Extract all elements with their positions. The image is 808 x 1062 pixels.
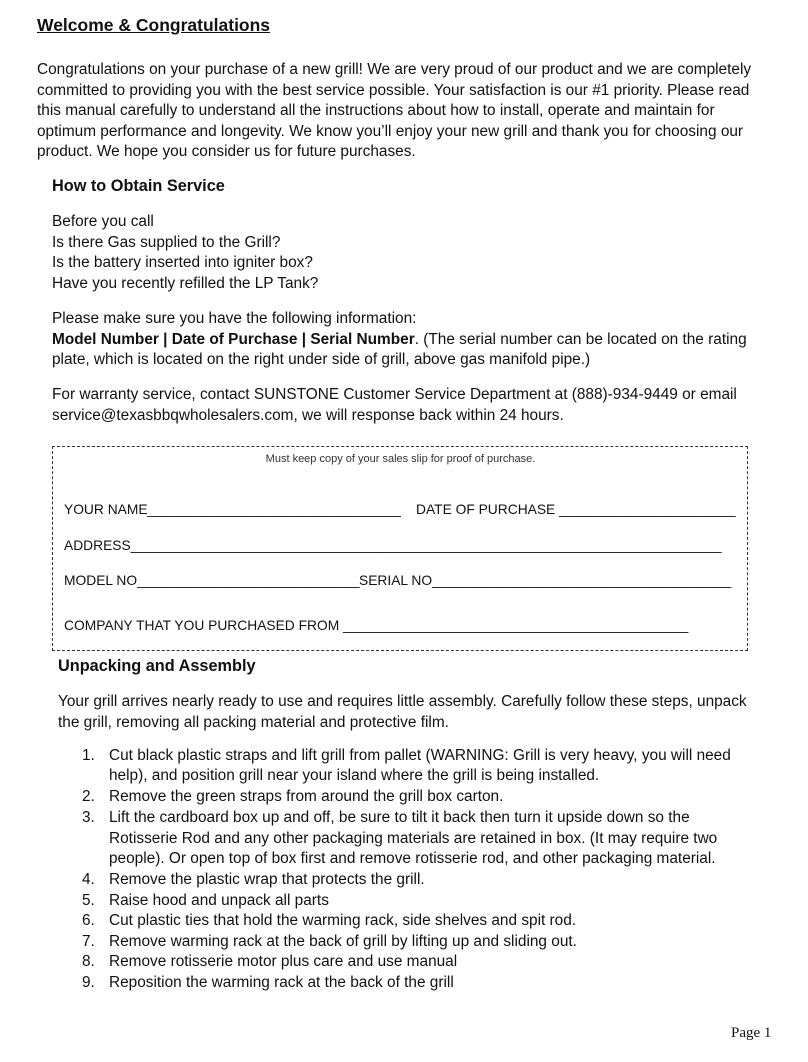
intro-line: Congratulations on your purchase of a new grill! We are very proud of our product and we are completely: [37, 61, 752, 78]
check-line: Is the battery inserted into igniter box?: [52, 254, 313, 272]
step-text: Rotisserie Rod and any other packaging materials are retained in box. (It may require two: [109, 830, 718, 847]
unpacking-intro-line: the grill, removing all packing material and protective film.: [58, 713, 449, 731]
step-number: 2.: [82, 788, 95, 805]
step-text: Lift the cardboard box up and off, be sure to tilt it back then turn it upside down so the: [109, 809, 690, 826]
info-bold: Model Number | Date of Purchase | Serial Number: [52, 330, 415, 348]
intro-line: committed to providing you with the best service possible. Your satisfaction is our #1 priority. Please read: [37, 81, 750, 99]
page-number: Page 1: [731, 1025, 772, 1041]
sales-slip-note: Must keep copy of your sales slip for proof of purchase.: [265, 453, 536, 465]
step-text: Reposition the warming rack at the back of the grill: [109, 974, 454, 991]
step-number: 1.: [82, 747, 95, 764]
step-text: Remove rotisserie motor plus care and use manual: [109, 953, 458, 970]
step-number: 9.: [82, 974, 95, 991]
info-line-2: plate, which is located on the right under side of grill, above gas manifold pipe.): [52, 351, 591, 369]
check-line: Is there Gas supplied to the Grill?: [52, 233, 281, 251]
intro-line: optimum performance and longevity. We know you’ll enjoy your new grill and thank you for choosing our: [37, 122, 744, 140]
check-line: Have you recently refilled the LP Tank?: [52, 274, 319, 292]
step-text: Remove the green straps from around the grill box carton.: [109, 788, 504, 805]
warranty-line: service@texasbbqwholesalers.com, we will response back within 24 hours.: [52, 406, 564, 424]
step-number: 3.: [82, 809, 95, 826]
step-number: 5.: [82, 892, 95, 909]
info-rest: . (The serial number can be located on the rating: [414, 330, 747, 348]
step-number: 4.: [82, 871, 95, 888]
serial-no-field[interactable]: SERIAL NO_______________________________________: [359, 573, 732, 588]
step-text: Raise hood and unpack all parts: [109, 892, 329, 909]
intro-line: this manual carefully to understand all the instructions about how to install, operate and maintain for: [37, 102, 715, 120]
unpacking-heading: Unpacking and Assembly: [58, 657, 256, 675]
step-text: help), and position grill near your island where the grill is being installed.: [109, 767, 600, 784]
warranty-line: For warranty service, contact SUNSTONE Customer Service Department at (888)-934-9449 or email: [52, 386, 737, 403]
step-text: Remove the plastic wrap that protects the grill.: [109, 871, 425, 888]
company-field[interactable]: COMPANY THAT YOU PURCHASED FROM _____________________________________________: [64, 618, 689, 633]
unpacking-intro-line: Your grill arrives nearly ready to use and requires little assembly. Carefully follow these steps, unpack: [58, 693, 747, 710]
address-field[interactable]: ADDRESS_____________________________________________________________________________: [64, 538, 722, 553]
step-text: Cut plastic ties that hold the warming rack, side shelves and spit rod.: [109, 912, 577, 929]
page-title: Welcome & Congratulations: [37, 15, 271, 35]
check-line: Before you call: [52, 213, 154, 230]
step-number: 6.: [82, 912, 95, 929]
your-name-field[interactable]: YOUR NAME_________________________________: [64, 502, 401, 517]
info-intro: Please make sure you have the following information:: [52, 310, 417, 327]
step-text: Remove warming rack at the back of grill by lifting up and sliding out.: [109, 933, 577, 950]
service-heading: How to Obtain Service: [52, 177, 225, 195]
step-text: people). Or open top of box first and remove rotisserie rod, and other packaging material.: [109, 850, 716, 867]
step-text: Cut black plastic straps and lift grill from pallet (WARNING: Grill is very heavy, you will need: [109, 747, 731, 764]
step-number: 8.: [82, 953, 95, 970]
intro-line: product. We hope you consider us for future purchases.: [37, 143, 416, 161]
step-number: 7.: [82, 933, 95, 950]
model-no-field[interactable]: MODEL NO_____________________________: [64, 573, 360, 588]
date-of-purchase-field[interactable]: DATE OF PURCHASE _______________________: [416, 502, 736, 517]
